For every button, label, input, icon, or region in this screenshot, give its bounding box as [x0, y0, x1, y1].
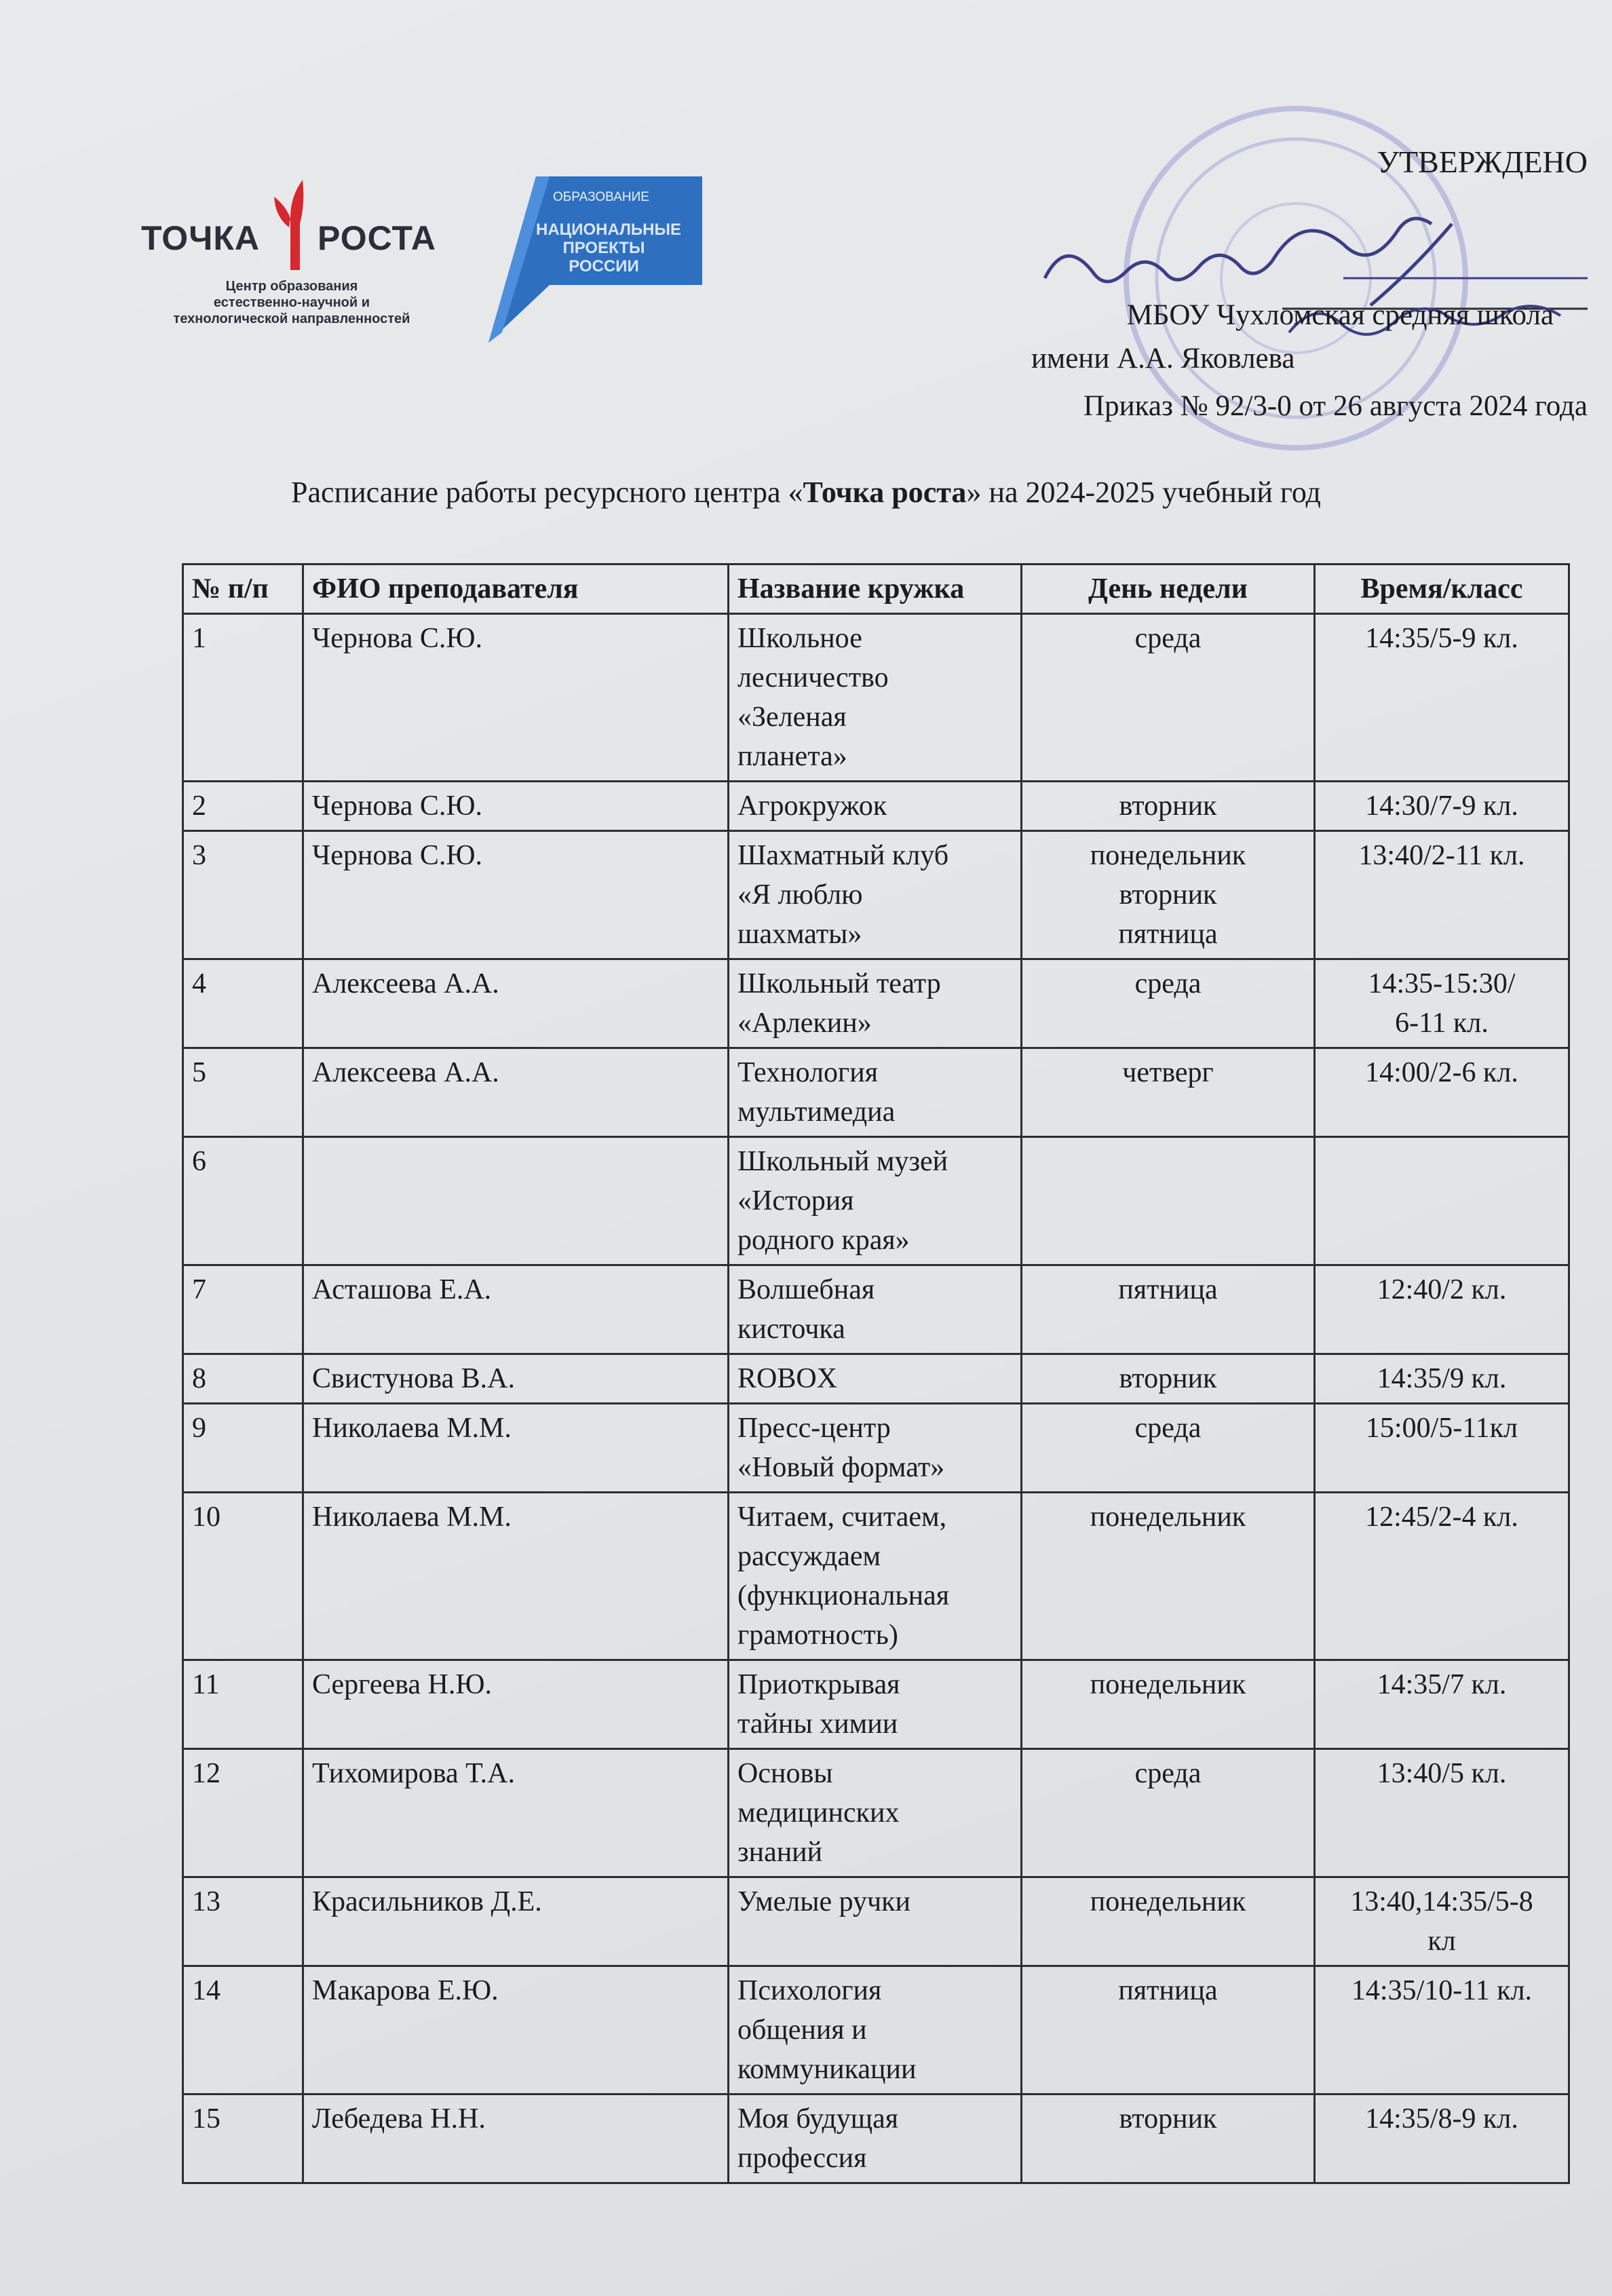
schedule-table: [182, 563, 1570, 2184]
teacher-name: Лебедева Н.Н.: [303, 2094, 729, 2183]
club-name-line: знаний: [737, 1837, 823, 1868]
teacher-name: Свистунова В.А.: [303, 1354, 729, 1404]
time-class-line: 14:35-15:30/: [1368, 968, 1516, 999]
table-row: [183, 1404, 1569, 1493]
weekday: [1022, 1354, 1315, 1404]
club-name: [729, 1137, 1022, 1265]
time-class: [1315, 1660, 1569, 1749]
time-class-line: 14:35/5-9 кл.: [1365, 623, 1518, 654]
row-number: 14: [183, 1966, 303, 2094]
club-name-line: «Арлекин»: [737, 1008, 872, 1039]
time-class-line: 13:40/2-11 кл.: [1358, 840, 1525, 871]
table-row: [183, 1493, 1569, 1660]
weekday: [1022, 614, 1315, 782]
time-class: [1315, 1048, 1569, 1137]
club-name: [729, 1749, 1022, 1877]
logo-main-line: РОССИИ: [569, 257, 639, 275]
weekday: [1022, 1265, 1315, 1354]
col-day-header: День недели: [1022, 565, 1315, 614]
club-name-line: Пресс-центр: [737, 1413, 891, 1444]
logo-subtitle: [122, 278, 461, 327]
logo-word-left: ТОЧКА: [141, 219, 260, 257]
time-class-line: 14:00/2-6 кл.: [1365, 1057, 1518, 1088]
weekday: [1022, 2094, 1315, 2183]
club-name: [729, 1354, 1022, 1404]
title-suffix: » на 2024-2025 учебный год: [966, 476, 1321, 509]
row-number: 4: [183, 959, 303, 1048]
club-name: [729, 1404, 1022, 1493]
table-row: [183, 1877, 1569, 1966]
club-name-line: «Новый формат»: [737, 1452, 945, 1483]
time-class-line: кл: [1427, 1926, 1456, 1957]
weekday: [1022, 1966, 1315, 2094]
table-row: [183, 831, 1569, 959]
club-name-line: Моя будущая: [737, 2103, 899, 2135]
table-row: [183, 1048, 1569, 1137]
weekday: [1022, 831, 1315, 959]
club-name-line: Технология: [737, 1057, 879, 1088]
schedule-body: [183, 614, 1569, 2183]
club-name-line: планета»: [737, 741, 847, 772]
table-row: [183, 1137, 1569, 1265]
club-name-line: Психология: [737, 1975, 882, 2006]
weekday-line: понедельник: [1090, 1501, 1246, 1533]
time-class-line: 6-11 кл.: [1395, 1008, 1489, 1039]
club-name: [729, 1877, 1022, 1966]
time-class-line: 13:40/5 кл.: [1377, 1758, 1507, 1789]
time-class: [1315, 1137, 1569, 1265]
national-projects-logo: [475, 173, 706, 349]
approved-label: УТВЕРЖДЕНО: [1377, 145, 1588, 179]
weekday-line: понедельник: [1090, 1669, 1246, 1700]
time-class: [1315, 782, 1569, 831]
approval-block: [963, 136, 1588, 434]
time-class: [1315, 959, 1569, 1048]
weekday-line: среда: [1134, 1758, 1202, 1789]
weekday-line: пятница: [1118, 1975, 1218, 2006]
time-class-line: 14:35/10-11 кл.: [1351, 1975, 1533, 2006]
col-teacher-header: ФИО преподавателя: [303, 565, 729, 614]
teacher-name: Сергеева Н.Ю.: [303, 1660, 729, 1749]
club-name-line: Волшебная: [737, 1274, 875, 1305]
time-class: [1315, 1265, 1569, 1354]
teacher-name: Тихомирова Т.А.: [303, 1749, 729, 1877]
page-title: [0, 475, 1612, 510]
table-row: [183, 1660, 1569, 1749]
weekday-line: понедельник: [1090, 840, 1246, 871]
logo-subtitle-line: технологической направленностей: [173, 311, 410, 326]
teacher-name: Алексеева А.А.: [303, 959, 729, 1048]
club-name: [729, 1048, 1022, 1137]
time-class-line: 14:35/8-9 кл.: [1365, 2103, 1518, 2135]
title-prefix: Расписание работы ресурсного центра «: [291, 476, 803, 509]
club-name-line: (функциональная: [737, 1580, 950, 1611]
table-header-row: [183, 565, 1569, 614]
teacher-name: Алексеева А.А.: [303, 1048, 729, 1137]
club-name-line: Читаем, считаем,: [737, 1501, 947, 1533]
teacher-name: Чернова С.Ю.: [303, 831, 729, 959]
row-number: 1: [183, 614, 303, 782]
table-row: [183, 959, 1569, 1048]
title-center-name: Точка роста: [803, 476, 967, 509]
club-name: [729, 1660, 1022, 1749]
weekday-line: четверг: [1122, 1057, 1214, 1088]
weekday-line: понедельник: [1090, 1886, 1246, 1917]
time-class: [1315, 1404, 1569, 1493]
weekday-line: вторник: [1119, 2103, 1217, 2135]
weekday-line: пятница: [1118, 1274, 1218, 1305]
club-name-line: кисточка: [737, 1314, 845, 1345]
time-class: [1315, 614, 1569, 782]
club-name-line: Приоткрывая: [737, 1669, 900, 1700]
club-name-line: мультимедиа: [737, 1096, 896, 1128]
school-name: МБОУ Чухломская средняя школа: [1126, 299, 1554, 331]
club-name-line: родного края»: [737, 1225, 910, 1256]
club-name-line: профессия: [737, 2143, 867, 2174]
table-row: [183, 2094, 1569, 2183]
time-class: [1315, 1354, 1569, 1404]
sprout-icon: [270, 176, 318, 271]
tochka-rosta-logo: [136, 176, 455, 339]
school-honorific: имени А.А. Яковлева: [1031, 343, 1295, 375]
weekday: [1022, 1877, 1315, 1966]
row-number: 9: [183, 1404, 303, 1493]
club-name-line: тайны химии: [737, 1708, 898, 1740]
row-number: 8: [183, 1354, 303, 1404]
row-number: 7: [183, 1265, 303, 1354]
club-name-line: грамотность): [737, 1620, 898, 1651]
club-name-line: Шахматный клуб: [737, 840, 949, 871]
club-name: [729, 782, 1022, 831]
club-name-line: Школьное: [737, 623, 862, 654]
row-number: 6: [183, 1137, 303, 1265]
club-name: [729, 831, 1022, 959]
teacher-name: Николаева М.М.: [303, 1493, 729, 1660]
row-number: 13: [183, 1877, 303, 1966]
time-class: [1315, 831, 1569, 959]
club-name-line: общения и: [737, 2014, 867, 2046]
club-name: [729, 1265, 1022, 1354]
col-club-header: Название кружка: [729, 565, 1022, 614]
weekday: [1022, 1493, 1315, 1660]
club-name-line: Школьный театр: [737, 968, 941, 999]
time-class: [1315, 2094, 1569, 2183]
club-name: [729, 1493, 1022, 1660]
club-name-line: Школьный музей: [737, 1146, 948, 1177]
weekday: [1022, 1137, 1315, 1265]
weekday-line: пятница: [1118, 919, 1218, 950]
club-name: [729, 1966, 1022, 2094]
club-name-line: шахматы»: [737, 919, 862, 950]
time-class-line: 12:45/2-4 кл.: [1365, 1501, 1518, 1533]
weekday: [1022, 1404, 1315, 1493]
club-name-line: рассуждаем: [737, 1541, 881, 1572]
logo-top-label: ОБРАЗОВАНИЕ: [553, 190, 649, 204]
club-name-line: «Я люблю: [737, 879, 863, 911]
weekday-line: вторник: [1119, 1363, 1217, 1394]
time-class: [1315, 1749, 1569, 1877]
club-name-line: Агрокружок: [737, 790, 887, 822]
teacher-name: Красильников Д.Е.: [303, 1877, 729, 1966]
row-number: 10: [183, 1493, 303, 1660]
weekday: [1022, 782, 1315, 831]
order-reference: Приказ № 92/3-0 от 26 августа 2024 года: [1083, 390, 1588, 422]
club-name-line: ROBOX: [737, 1363, 838, 1394]
logo-subtitle-line: Центр образования: [225, 279, 358, 294]
teacher-name: Асташова Е.А.: [303, 1265, 729, 1354]
weekday-line: среда: [1134, 623, 1202, 654]
weekday: [1022, 1660, 1315, 1749]
time-class-line: 14:35/9 кл.: [1377, 1363, 1507, 1394]
weekday: [1022, 1749, 1315, 1877]
club-name-line: коммуникации: [737, 2054, 917, 2085]
logo-main-line: НАЦИОНАЛЬНЫЕ: [536, 221, 681, 239]
time-class: [1315, 1966, 1569, 2094]
logo-subtitle-line: естественно-научной и: [213, 295, 370, 310]
table-row: [183, 1354, 1569, 1404]
logo-main-text: [536, 221, 681, 275]
row-number: 15: [183, 2094, 303, 2183]
teacher-name: Макарова Е.Ю.: [303, 1966, 729, 2094]
row-number: 11: [183, 1660, 303, 1749]
table-row: [183, 782, 1569, 831]
weekday: [1022, 1048, 1315, 1137]
teacher-name: Чернова С.Ю.: [303, 782, 729, 831]
weekday-line: вторник: [1119, 790, 1217, 822]
col-num-header: № п/п: [183, 565, 303, 614]
row-number: 5: [183, 1048, 303, 1137]
time-class: [1315, 1493, 1569, 1660]
weekday-line: среда: [1134, 1413, 1202, 1444]
time-class-line: 13:40,14:35/5-8: [1350, 1886, 1533, 1917]
row-number: 2: [183, 782, 303, 831]
table-row: [183, 1966, 1569, 2094]
club-name-line: Умелые ручки: [737, 1886, 911, 1917]
club-name-line: медицинских: [737, 1797, 900, 1829]
logo-main-line: ПРОЕКТЫ: [562, 239, 645, 257]
weekday-line: вторник: [1119, 879, 1217, 911]
time-class-line: 12:40/2 кл.: [1377, 1274, 1507, 1305]
club-name-line: Основы: [737, 1758, 833, 1789]
time-class-line: 15:00/5-11кл: [1365, 1413, 1518, 1444]
col-time-header: Время/класс: [1315, 565, 1569, 614]
table-row: [183, 1749, 1569, 1877]
time-class: [1315, 1877, 1569, 1966]
time-class-line: 14:35/7 кл.: [1377, 1669, 1507, 1700]
club-name: [729, 614, 1022, 782]
table-row: [183, 1265, 1569, 1354]
club-name-line: «Зеленая: [737, 702, 847, 733]
teacher-name: [303, 1137, 729, 1265]
club-name-line: «История: [737, 1185, 854, 1217]
table-row: [183, 614, 1569, 782]
logo-word-right: РОСТА: [318, 219, 436, 257]
club-name: [729, 2094, 1022, 2183]
club-name-line: лесничество: [737, 662, 889, 693]
time-class-line: 14:30/7-9 кл.: [1365, 790, 1518, 822]
teacher-name: Чернова С.Ю.: [303, 614, 729, 782]
row-number: 12: [183, 1749, 303, 1877]
weekday: [1022, 959, 1315, 1048]
row-number: 3: [183, 831, 303, 959]
weekday-line: среда: [1134, 968, 1202, 999]
teacher-name: Николаева М.М.: [303, 1404, 729, 1493]
club-name: [729, 959, 1022, 1048]
